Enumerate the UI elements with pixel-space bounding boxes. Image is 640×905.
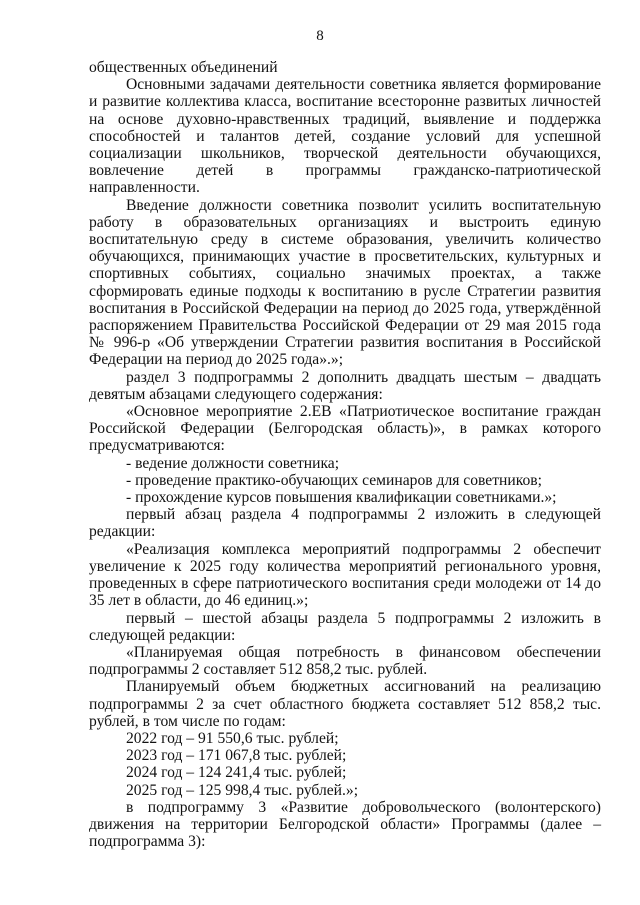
document-body [89, 59, 601, 850]
paragraph: «Планируемая общая потребность в финансовом обеспечении подпрограммы 2 составляет 512 858,2 тыс. рублей. [89, 643, 601, 679]
paragraph: «Реализация комплекса мероприятий подпрограммы 2 обеспечит увеличение к 2025 году количества мероприятий регионального уровня, проведенных в сфере патриотического воспитания среди молодежи от 14 до 35 лет в области, до 46 единиц.»; [89, 540, 601, 610]
paragraph: в подпрограмму 3 «Развитие добровольческого (волонтерского) движения на территории Белгородской области» Программы (далее – подпрограмма 3): [89, 798, 601, 851]
paragraph: первый – шестой абзацы раздела 5 подпрограммы 2 изложить в следующей редакции: [89, 609, 601, 644]
paragraph: первый абзац раздела 4 подпрограммы 2 изложить в следующей редакции: [89, 506, 601, 541]
list-item: - ведение должности советника; [126, 454, 340, 472]
paragraph: раздел 3 подпрограммы 2 дополнить двадцать шестым – двадцать девятым абзацами следующего содержания: [89, 368, 601, 403]
paragraph: Основными задачами деятельности советника является формирование и развитие коллектива класса, воспитание всесторонне развитых личностей на основе духовно-нравственных традиций, выявление и поддержка способностей и талантов детей, создание условий для успешной социализации школьников, творческой деятельности обучающихся, вовлечение детей в программы гражданско-патриотической направленности. [89, 76, 601, 197]
paragraph: общественных объединений [89, 59, 278, 76]
paragraph: Введение должности советника позволит усилить воспитательную работу в образовательных организациях и выстроить единую воспитательную среду в системе образования, увеличить количество обучающихся, принимающих участие в просветительских, культурных и спортивных событиях, социально значимых проектах, а также сформировать единые подходы к воспитанию в русле Стратегии развития воспитания в Российской Федерации на период до 2025 года, утверждённой распоряжением Правительства Российской Федерации от 29 мая 2015 года № 996-р «Об утверждении Стратегии развития воспитания в Российской Федерации на период до 2025 года».»; [89, 196, 601, 369]
list-item: - прохождение курсов повышения квалификации советниками.»; [126, 489, 557, 507]
list-item: 2023 год – 171 067,8 тыс. рублей; [126, 747, 347, 765]
list-item: 2025 год – 125 998,4 тыс. рублей.»; [126, 781, 359, 799]
page-number: 8 [316, 28, 324, 44]
list-item: 2022 год – 91 550,6 тыс. рублей; [126, 729, 339, 747]
paragraph: Планируемый объем бюджетных ассигнований на реализацию подпрограммы 2 за счет областного бюджета составляет 512 858,2 тыс. рублей, в том числе по годам: [89, 678, 601, 730]
list-item: 2024 год – 124 241,4 тыс. рублей; [126, 764, 347, 782]
list-item: - проведение практико-обучающих семинаров для советников; [126, 471, 542, 489]
paragraph: «Основное мероприятие 2.ЕВ «Патриотическое воспитание граждан Российской Федерации (Белгородская область)», в рамках которого предусматриваются: [89, 403, 601, 455]
